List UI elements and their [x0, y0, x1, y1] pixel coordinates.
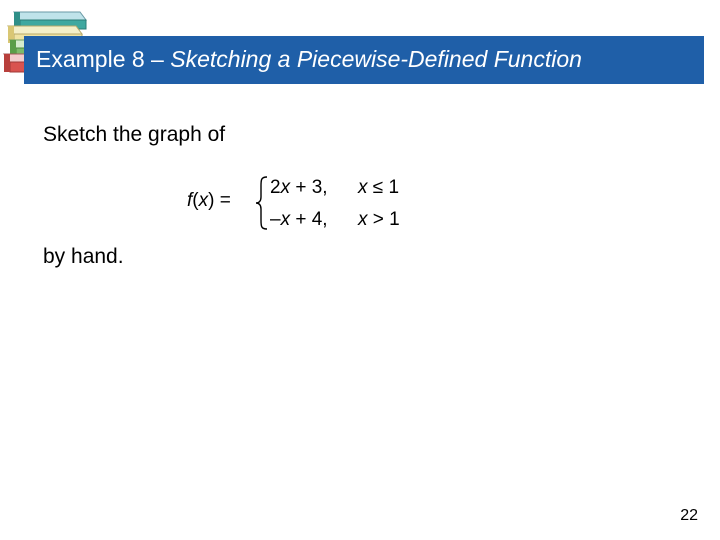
case-line-2	[270, 208, 328, 232]
case-1-variable: x	[280, 177, 291, 198]
slide-title	[36, 44, 582, 74]
formula-lhs	[187, 189, 231, 213]
case-2-constant: + 4,	[290, 209, 328, 230]
function-variable: x	[198, 190, 209, 211]
intro-text: Sketch the graph of	[43, 123, 226, 146]
case-1-coefficient: 2	[270, 177, 281, 198]
case-2-condition-rest: > 1	[367, 209, 400, 230]
case-2-variable: x	[280, 209, 291, 230]
case-2-sign: –	[270, 209, 281, 230]
case-condition-2	[358, 208, 400, 232]
page-number: 22	[680, 507, 698, 524]
case-condition-1	[358, 176, 399, 200]
function-name: f	[187, 190, 193, 211]
title-emphasis: Sketching a Piecewise-Defined Function	[170, 46, 582, 72]
case-2-condition-variable: x	[358, 209, 368, 230]
case-line-1	[270, 176, 328, 200]
lhs-open-paren: (	[192, 190, 199, 211]
case-1-constant: + 3,	[290, 177, 328, 198]
title-prefix: Example 8 –	[36, 46, 171, 72]
lhs-close-equals: ) =	[208, 190, 231, 211]
piecewise-brace-icon	[254, 176, 270, 230]
case-1-condition-variable: x	[358, 177, 368, 198]
case-1-condition-rest: ≤ 1	[367, 177, 400, 198]
closing-text: by hand.	[43, 245, 124, 268]
